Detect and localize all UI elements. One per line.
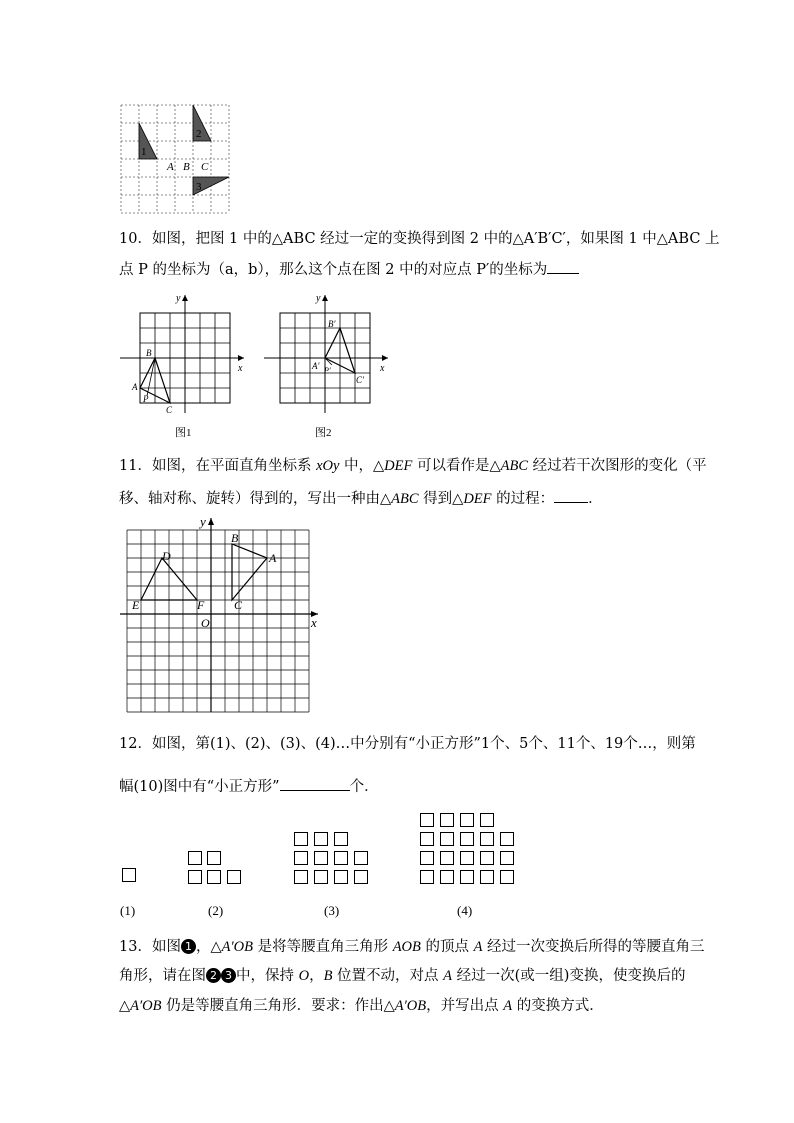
q12-caption-1: (1)	[120, 903, 136, 918]
svg-text:F: F	[197, 598, 205, 612]
q13-line2: 角形，请在图 2 3 中，保持 O，B 位置不动，对点 A 经过一次(或一组)变换，使变换后的	[119, 968, 686, 984]
label-A: A	[167, 161, 174, 173]
q12-caption-3: (3)	[324, 903, 340, 918]
q10-line2	[119, 259, 579, 280]
label-B: B	[183, 161, 190, 173]
svg-text:y: y	[176, 293, 181, 304]
svg-text:P′: P′	[324, 366, 331, 375]
q10-figure-1	[118, 289, 250, 441]
q11-coordinate-figure	[118, 512, 328, 714]
q11-answer-blank[interactable]	[554, 488, 588, 503]
label-2: 2	[196, 128, 202, 140]
label-1: 1	[141, 146, 147, 158]
svg-text:D: D	[162, 549, 171, 563]
q12-answer-blank[interactable]	[280, 776, 350, 791]
svg-text:C: C	[166, 405, 173, 415]
svg-text:x: x	[380, 363, 385, 374]
circled-1: 1	[181, 939, 196, 954]
label-C: C	[201, 161, 209, 173]
fig1-caption: 图1	[175, 427, 192, 439]
top-grid-figure	[120, 104, 230, 214]
q13-line3: △A′OB 仍是等腰直角三角形．要求：作出△A′OB，并写出点 A 的变换方式．	[119, 998, 604, 1014]
svg-text:B: B	[231, 531, 239, 545]
svg-text:x: x	[238, 363, 243, 374]
fig2-caption: 图2	[315, 427, 332, 439]
svg-text:x: x	[311, 615, 317, 630]
circled-2: 2	[206, 968, 221, 983]
svg-text:E: E	[132, 598, 140, 612]
svg-text:B: B	[146, 348, 152, 358]
q10-line2-text: 点 P 的坐标为（a，b），那么这个点在图 2 中的对应点 P′的坐标为	[119, 262, 548, 278]
q10-figure-2	[262, 289, 394, 441]
q11-line1: 11．如图，在平面直角坐标系 xOy 中，△DEF 可以看作是△ABC 经过若干次图形的变化（平	[119, 458, 707, 474]
svg-text:A′: A′	[312, 361, 320, 371]
q10-line1: 10．如图，把图 1 中的△ABC 经过一定的变换得到图 2 中的△A′B′C′，如果图 1 中△ABC 上	[119, 231, 720, 247]
svg-text:C: C	[234, 598, 243, 612]
svg-text:B′: B′	[328, 319, 336, 329]
svg-text:O: O	[201, 616, 210, 630]
svg-text:y: y	[316, 293, 321, 304]
q12-caption-2: (2)	[208, 903, 224, 918]
q11-line2: 移、轴对称、旋转）得到的，写出一种由△ABC 得到△DEF 的过程： ．	[119, 488, 603, 509]
q10-answer-blank[interactable]	[547, 259, 579, 274]
label-3: 3	[196, 181, 202, 193]
q12-caption-4: (4)	[457, 903, 473, 918]
svg-text:A: A	[269, 551, 277, 565]
svg-text:y: y	[200, 514, 206, 529]
q12-line1: 12．如图，第(1)、(2)、(3)、(4)…中分别有“小正方形”1个、5个、11个、19个…，则第	[119, 736, 696, 752]
svg-text:A: A	[132, 382, 138, 392]
circled-3: 3	[221, 968, 236, 983]
q12-line2: 幅(10)图中有“小正方形” 个．	[119, 776, 379, 797]
q13-line1: 13．如图 1 ，△A′OB 是将等腰直角三角形 AOB 的顶点 A 经过一次变换后所得的等腰直角三	[119, 939, 705, 955]
svg-text:P: P	[143, 394, 149, 404]
svg-text:C′: C′	[356, 375, 364, 385]
